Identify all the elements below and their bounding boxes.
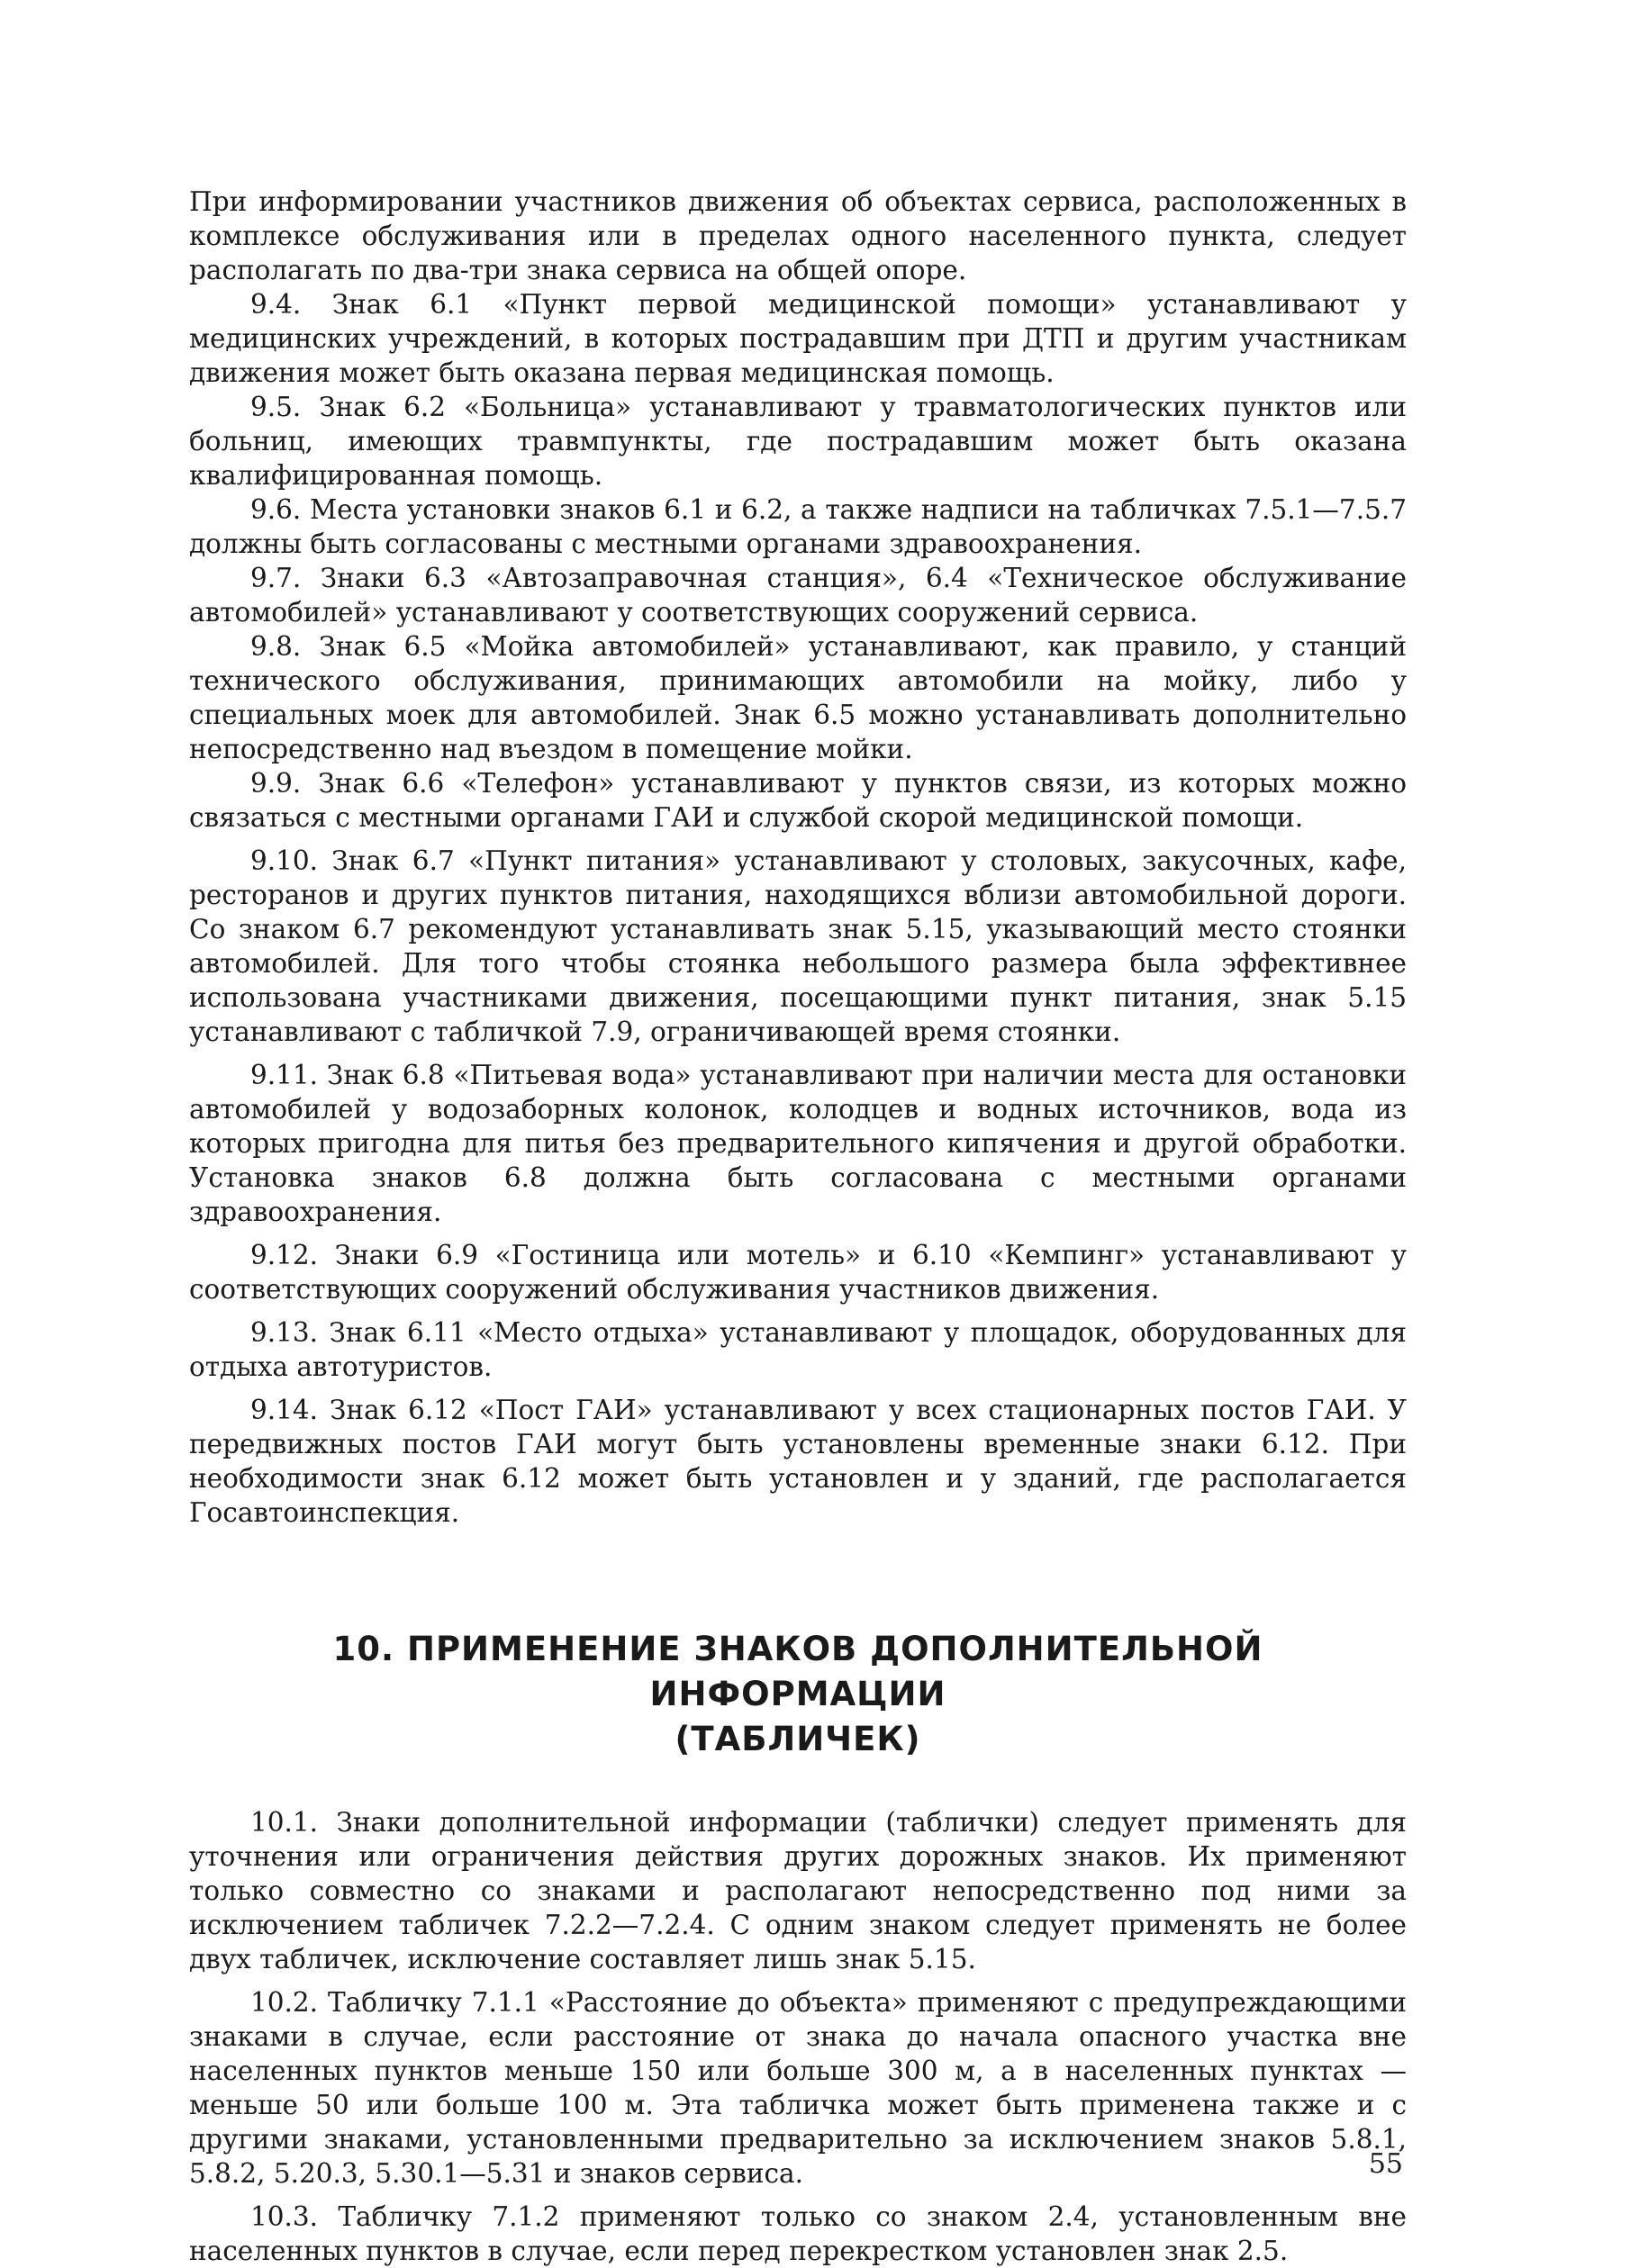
paragraph-9-4: 9.4. Знак 6.1 «Пункт первой медицинской помощи» устанавливают у медицинских учреждений, в которых пострадавшим при ДТП и другим участникам движения может быть оказана первая медицинская помощь. — [189, 289, 1407, 388]
document-page — [189, 185, 1407, 2268]
paragraph-10-1: 10.1. Знаки дополнительной информации (таблички) следует применять для уточнения или ограничения действия других дорожных знаков. Их применяют только совместно со знаками и располагают непосредственно под ними за исключением табличек 7.2.2—7.2.4. С одним знаком следует применять не более двух табличек, исключение составляет лишь знак 5.15. — [189, 1807, 1407, 1974]
paragraph-9-11: 9.11. Знак 6.8 «Питьевая вода» устанавливают при наличии места для остановки автомобилей у водозаборных колонок, колодцев и водных источников, вода из которых пригодна для питья без предварительного кипячения и другой обработки. Установка знаков 6.8 должна быть согласована с местными органами здравоохранения. — [189, 1060, 1407, 1227]
page-number: 55 — [1368, 2148, 1403, 2180]
section-heading — [189, 1627, 1407, 1762]
paragraph-9-6: 9.6. Места установки знаков 6.1 и 6.2, а также надписи на табличках 7.5.1—7.5.7 должны быть согласованы с местными органами здравоохранения. — [189, 494, 1407, 559]
paragraph-9-13: 9.13. Знак 6.11 «Место отдыха» устанавливают у площадок, оборудованных для отдыха автотуристов. — [189, 1317, 1407, 1382]
paragraph-9-10: 9.10. Знак 6.7 «Пункт питания» устанавливают у столовых, закусочных, кафе, ресторанов и других пунктов питания, находящихся вблизи автомобильной дороги. Со знаком 6.7 рекомендуют устанавливать знак 5.15, указывающий место стоянки автомобилей. Для того чтобы стоянка небольшого размера была эффективнее использована участниками движения, посещающими пункт питания, знак 5.15 устанавливают с табличкой 7.9, ограничивающей время стоянки. — [189, 845, 1407, 1047]
paragraph-9-7: 9.7. Знаки 6.3 «Автозаправочная станция», 6.4 «Техническое обслуживание автомобилей» устанавливают у соответствующих сооружений сервиса. — [189, 563, 1407, 628]
paragraph-10-3: 10.3. Табличку 7.1.2 применяют только со знаком 2.4, установленным вне населенных пунктов в случае, если перед перекрестком установлен знак 2.5. — [189, 2201, 1407, 2266]
section-heading-line1: 10. ПРИМЕНЕНИЕ ЗНАКОВ ДОПОЛНИТЕЛЬНОЙ ИНФОРМАЦИИ — [332, 1630, 1263, 1713]
paragraph-intro: При информировании участников движения об объектах сервиса, расположенных в комплексе обслуживания или в пределах одного населенного пункта, следует располагать по два-три знака сервиса на общей опоре. — [189, 186, 1407, 285]
section-heading-line2: (ТАБЛИЧЕК) — [675, 1720, 921, 1758]
paragraph-9-14: 9.14. Знак 6.12 «Пост ГАИ» устанавливают у всех стационарных постов ГАИ. У передвижных постов ГАИ могут быть установлены временные знаки 6.12. При необходимости знак 6.12 может быть установлен и у зданий, где располагается Госавтоинспекция. — [189, 1395, 1407, 1528]
paragraph-9-9: 9.9. Знак 6.6 «Телефон» устанавливают у пунктов связи, из которых можно связаться с местными органами ГАИ и службой скорой медицинской помощи. — [189, 768, 1407, 833]
paragraph-9-12: 9.12. Знаки 6.9 «Гостиница или мотель» и 6.10 «Кемпинг» устанавливают у соответствующих сооружений обслуживания участников движения. — [189, 1240, 1407, 1305]
paragraph-9-8: 9.8. Знак 6.5 «Мойка автомобилей» устанавливают, как правило, у станций технического обслуживания, принимающих автомобили на мойку, либо у специальных моек для автомобилей. Знак 6.5 можно устанавливать дополнительно непосредственно над въездом в помещение мойки. — [189, 631, 1407, 764]
paragraph-10-2: 10.2. Табличку 7.1.1 «Расстояние до объекта» применяют с предупреждающими знаками в случае, если расстояние от знака до начала опасного участка вне населенных пунктов меньше 150 или больше 300 м, а в населенных пунктах — меньше 50 или больше 100 м. Эта табличка может быть применена также и с другими знаками, установленными предварительно за исключением знаков 5.8.1, 5.8.2, 5.20.3, 5.30.1—5.31 и знаков сервиса. — [189, 1987, 1407, 2189]
paragraph-9-5: 9.5. Знак 6.2 «Больница» устанавливают у травматологических пунктов или больниц, имеющих травмпункты, где пострадавшим может быть оказана квалифицированная помощь. — [189, 392, 1407, 491]
